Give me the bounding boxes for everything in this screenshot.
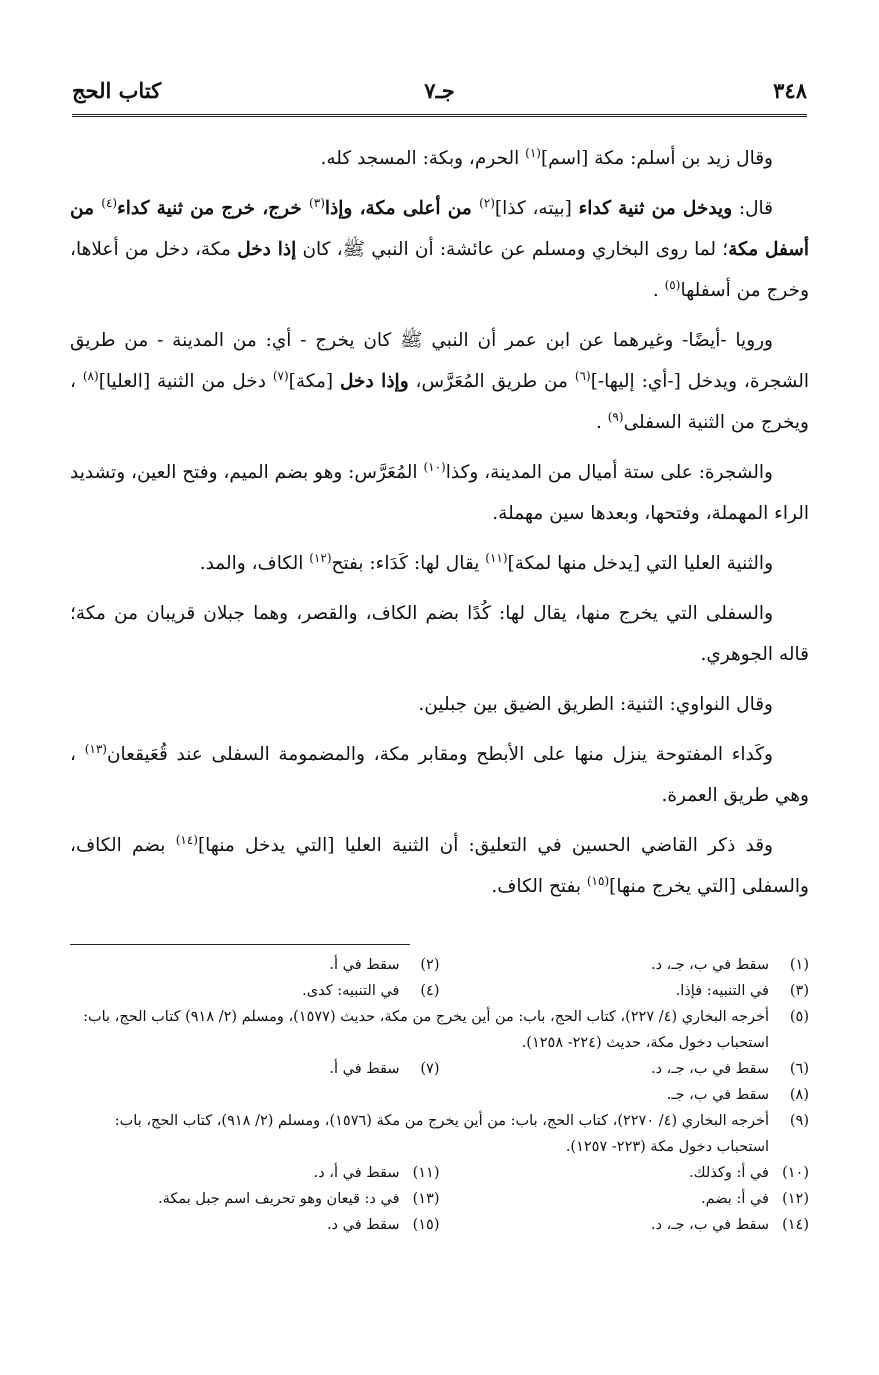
footnote-text: سقط في ب، جـ، د. <box>651 1061 769 1077</box>
footnote-number: (١٢) <box>782 1191 809 1207</box>
text-run: والثنية العليا التي [يدخل منها لمكة] <box>507 553 773 574</box>
footnote-text: في التنبيه: فإذا. <box>675 983 769 999</box>
footnote-text: في أ: بضم. <box>700 1191 769 1207</box>
footnote-text: سقط في أ. <box>329 957 400 973</box>
footnote <box>440 1186 810 1212</box>
footnote-number: (٥) <box>789 1009 809 1025</box>
footnote-ref: (٢) <box>479 195 495 210</box>
footnote-row <box>70 1186 809 1212</box>
footnote-ref: (١٠) <box>423 459 446 474</box>
footnote-row <box>70 1108 809 1160</box>
footnote-ref: (١٢) <box>309 550 332 565</box>
footnotes <box>70 952 809 1238</box>
footnote <box>70 1160 440 1186</box>
footnote-text: سقط في د. <box>326 1217 400 1233</box>
footnote-ref: (١١) <box>485 550 508 565</box>
text-run: بفتح الكاف. <box>491 876 587 897</box>
paragraph-8 <box>70 734 809 816</box>
paragraph-1 <box>70 138 809 179</box>
bold-text: ويدخل من ثنية كداء <box>578 198 733 219</box>
footnote-ref: (٣) <box>309 195 325 210</box>
footnote-text: سقط في ب، جـ. <box>666 1087 769 1103</box>
text-run: الحرم، وبكة: المسجد كله. <box>320 148 526 169</box>
paragraph-5 <box>70 543 809 584</box>
paragraph-4 <box>70 452 809 534</box>
footnote-row <box>70 1056 809 1082</box>
footnote-number: (١) <box>789 957 809 973</box>
paragraph-2 <box>70 188 809 311</box>
footnote-text: في د: قيعان وهو تحريف اسم جبل بمكة. <box>157 1191 400 1207</box>
bold-text: إذا دخل <box>237 239 297 260</box>
footnote-ref: (٨) <box>82 368 99 383</box>
page-number: ٣٤٨ <box>773 78 807 103</box>
main-text <box>70 138 809 916</box>
footnote-number: (٣) <box>789 983 809 999</box>
paragraph-7: وقال النواوي: الثنية: الطريق الضيق بين جبلين. <box>418 694 773 715</box>
footnote-text: أخرجه البخاري (٤/ ٢٢٧٠)، كتاب الحج، باب: من أين يخرج من مكة (١٥٧٦)، ومسلم (٢/ ٩١٨)، كتاب الحج، باب: استحباب دخول مكة (٢٢٣- ١٢٥٧). <box>114 1113 769 1155</box>
page-header <box>72 74 807 114</box>
text-run: وكَداء المفتوحة ينزل منها على الأبطح ومقابر مكة، والمضمومة السفلى عند قُعَيقعان <box>106 744 773 765</box>
footnote-rule <box>70 944 410 945</box>
footnote-number: (١٣) <box>412 1191 440 1207</box>
footnote-number: (١٥) <box>412 1217 440 1233</box>
footnote-number: (٦) <box>789 1061 809 1077</box>
footnote <box>70 1004 809 1056</box>
footnote-number: (١٤) <box>782 1217 809 1233</box>
book-title: كتاب الحج <box>72 78 162 103</box>
bold-text: خرج، خرج من ثنية كداء <box>117 198 310 219</box>
text-run: يقال لها: كَدَاء: بفتح <box>331 553 486 574</box>
text-run: . <box>595 412 608 433</box>
text-run: الكاف، والمد. <box>199 553 310 574</box>
footnote <box>70 1082 809 1108</box>
footnote-text: في أ: وكذلك. <box>689 1165 769 1181</box>
footnote-ref: (١٥) <box>586 873 610 888</box>
footnote <box>70 952 440 978</box>
footnote <box>70 978 440 1004</box>
text-run: ورويا -أيضًا- وغيرهما عن ابن عمر أن النبي ﷺ كان يخرج - أي: من المدينة - من طريق الشجرة، ويدخل [-أي: إليها-] <box>70 330 809 392</box>
footnote-ref: (١٣) <box>84 741 107 756</box>
footnote-text: سقط في أ، د. <box>313 1165 400 1181</box>
paragraph-3 <box>70 320 809 443</box>
text-run: والشجرة: على ستة أميال من المدينة، وكذا <box>445 462 773 483</box>
footnote-text: سقط في ب، جـ، د. <box>651 957 769 973</box>
text-run: [مكة] <box>288 371 341 392</box>
footnote-text: سقط في ب، جـ، د. <box>651 1217 769 1233</box>
text-run: . <box>652 280 665 301</box>
footnote-text: سقط في أ. <box>329 1061 400 1077</box>
footnote-number: (١١) <box>412 1165 440 1181</box>
footnote-number: (١٠) <box>782 1165 809 1181</box>
paragraph-9 <box>70 825 809 907</box>
footnote-row <box>70 978 809 1004</box>
footnote-ref: (٥) <box>664 277 681 292</box>
footnote <box>440 1056 810 1082</box>
footnote-ref: (٩) <box>607 409 624 424</box>
text-run: قال: <box>732 198 773 219</box>
bold-text: من أعلى مكة، وإذا <box>324 198 480 219</box>
footnote <box>70 1056 440 1082</box>
text-run: وقال زيد بن أسلم: مكة [اسم] <box>540 148 773 169</box>
paragraph-6: والسفلى التي يخرج منها، يقال لها: كُدًا بضم الكاف، والقصر، وهما جبلان قريبان من مكة؛ قاله الجوهري. <box>70 603 809 665</box>
footnote-row <box>70 1212 809 1238</box>
footnote-row <box>70 1160 809 1186</box>
footnote-number: (٨) <box>789 1087 809 1103</box>
header-rule <box>72 114 807 120</box>
footnote-row <box>70 1004 809 1056</box>
bold-text: من أسفل مكة <box>70 198 810 260</box>
footnote-ref: (٧) <box>272 368 289 383</box>
text-run: [بيته، كذا] <box>494 198 579 219</box>
footnote-number: (٩) <box>789 1113 809 1129</box>
footnote <box>70 1186 440 1212</box>
text-run: من طريق المُعَرَّس، <box>408 371 575 392</box>
text-run: وقد ذكر القاضي الحسين في التعليق: أن الثنية العليا [التي يدخل منها] <box>197 835 773 856</box>
footnote <box>440 952 810 978</box>
footnote-row <box>70 1082 809 1108</box>
footnote-number: (٢) <box>420 957 440 973</box>
footnote-row <box>70 952 809 978</box>
text-run: ؛ لما روى البخاري ومسلم عن عائشة: أن النبي ﷺ، كان <box>296 239 729 260</box>
text-run: ، وهي طريق العمرة. <box>70 744 809 806</box>
bold-text: وإذا دخل <box>340 371 409 392</box>
footnote-number: (٧) <box>420 1061 440 1077</box>
footnote-text: أخرجه البخاري (٤/ ٢٢٧)، كتاب الحج، باب: من أين يخرج من مكة، حديث (١٥٧٧)، ومسلم (٢/ ٩١٨) كتاب الحج، باب: استحباب دخول مكة، حديث (٢٢٤- ١٢٥٨). <box>83 1009 769 1051</box>
footnote-ref: (١) <box>525 145 541 160</box>
footnote <box>70 1212 440 1238</box>
text-run: بضم الكاف، والسفلى [التي يخرج منها] <box>70 835 809 897</box>
footnote <box>440 1160 810 1186</box>
footnote-ref: (١٤) <box>175 832 198 847</box>
footnote-ref: (٤) <box>101 195 118 210</box>
volume-number: جـ٧ <box>424 78 455 103</box>
footnote-text: في التنبيه: كدى. <box>302 983 400 999</box>
text-run: مكة، دخل من أعلاها، وخرج من أسفلها <box>70 239 809 301</box>
footnote <box>70 1108 809 1160</box>
text-run: المُعَرَّس: وهو بضم الميم، وفتح العين، وتشديد الراء المهملة، وفتحها، وبعدها سين مهملة. <box>69 462 809 524</box>
text-run: دخل من الثنية [العليا] <box>98 371 273 392</box>
footnote <box>440 1212 810 1238</box>
text-run: ، ويخرج من الثنية السفلى <box>70 371 809 433</box>
footnote-ref: (٦) <box>574 368 591 383</box>
footnote <box>440 978 810 1004</box>
footnote-number: (٤) <box>420 983 440 999</box>
